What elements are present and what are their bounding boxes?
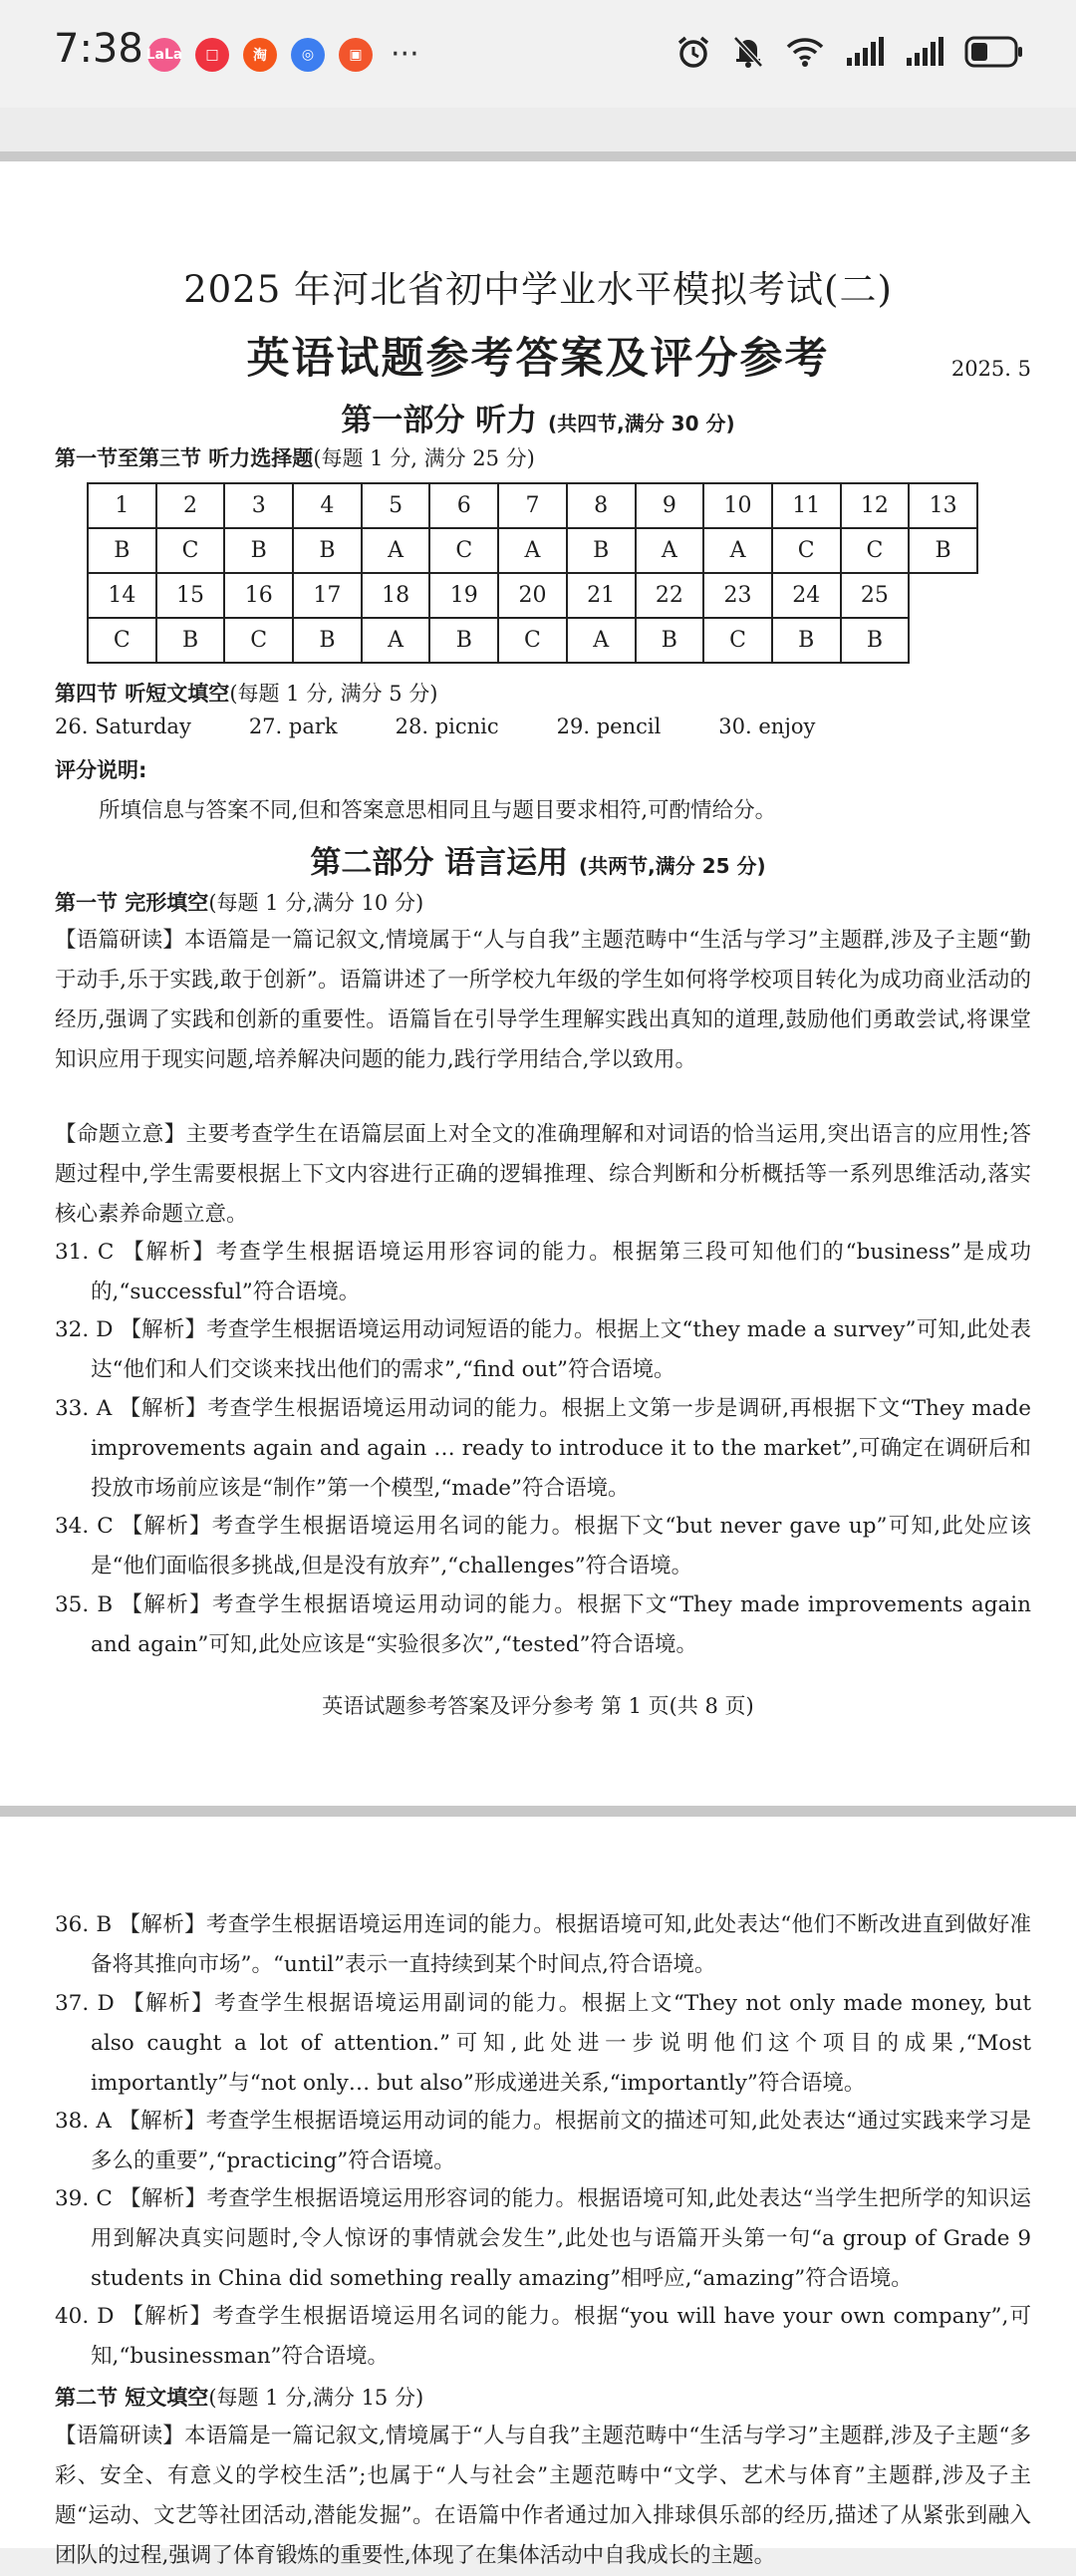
answer-val: B (567, 528, 636, 573)
answer-num: 15 (156, 573, 225, 618)
signal-icon-2 (905, 36, 944, 68)
answer-val: B (636, 618, 704, 663)
answer-num: 14 (88, 573, 156, 618)
section1-heading (55, 442, 535, 472)
answer-val: C (156, 528, 225, 573)
answer-val: C (841, 528, 910, 573)
signal-icon-1 (845, 36, 885, 68)
section1-note: (每题 1 分, 满分 25 分) (313, 446, 535, 470)
answer-num: 20 (498, 573, 567, 618)
answer-num: 18 (362, 573, 430, 618)
answer-38: 38. A 【解析】考查学生根据语境运用动词的能力。根据前文的描述可知,此处表达“通过实践来学习是多么的重要”,“practicing”符合语境。 (55, 2109, 1031, 2173)
red-book-app-icon: □ (195, 38, 229, 72)
answer-num: 2 (156, 483, 225, 528)
exam-date: 2025. 5 (950, 357, 1031, 381)
answer-num: 16 (224, 573, 293, 618)
scoring-label: 评分说明: (55, 758, 147, 782)
answer-number-row (88, 483, 977, 528)
system-icons (675, 34, 1024, 70)
answer-num: 8 (567, 483, 636, 528)
cloze-label: 第一节 完形填空 (55, 891, 209, 915)
answer-35: 35. B 【解析】考查学生根据语境运用动词的能力。根据下文“They made improvements again and again”可知,此处应该是“实验很多次”,“tested”符合语境。 (55, 1592, 1031, 1657)
section4-label: 第四节 听短文填空 (55, 682, 230, 706)
answer-val: B (156, 618, 225, 663)
answer-num: 23 (703, 573, 772, 618)
section2-heading (55, 2382, 423, 2412)
answer-num: 7 (498, 483, 567, 528)
answer-val: C (88, 618, 156, 663)
part2-title (0, 837, 1076, 882)
page-separator (0, 1806, 1076, 1817)
answer-num: 11 (772, 483, 841, 528)
wifi-icon (785, 35, 825, 69)
answer-val: B (772, 618, 841, 663)
answer-val: C (429, 528, 498, 573)
exam-title: 2025 年河北省初中学业水平模拟考试(二) (183, 268, 893, 311)
part1-subheading: (共四节,满分 30 分) (547, 412, 735, 435)
answer-val: A (362, 618, 430, 663)
part1-title (0, 395, 1076, 439)
battery-icon (964, 35, 1024, 69)
cloze-note: (每题 1 分,满分 10 分) (208, 891, 424, 915)
document-page-2 (0, 1817, 1076, 2568)
fill-answer: 28. picnic (395, 715, 499, 738)
gift-app-icon: ▣ (339, 38, 373, 72)
answer-num: 21 (567, 573, 636, 618)
part2-heading: 第二部分 语言运用 (310, 845, 569, 881)
answer-num: 12 (841, 483, 910, 528)
document-page-1 (0, 161, 1076, 1806)
answer-num: 1 (88, 483, 156, 528)
answer-val: A (498, 528, 567, 573)
answer-num: 19 (429, 573, 498, 618)
answer-num: 6 (429, 483, 498, 528)
answer-34: 34. C 【解析】考查学生根据语境运用名词的能力。根据下文“but never gave up”可知,此处应该是“他们面临很多挑战,但是没有放弃”,“challenges”符合语境。 (55, 1514, 1031, 1578)
listening-answer-table (87, 482, 978, 664)
answer-value-row (88, 618, 977, 663)
answer-39: 39. C 【解析】考查学生根据语境运用形容词的能力。根据语境可知,此处表达“当学生把所学的知识运用到解决真实问题时,令人惊讶的事情就会发生”,此处也与语篇开头第一句“a group of Grade 9 students in China did something really amazing”相呼应,“amazing”符合语境。 (55, 2186, 1031, 2291)
answer-40: 40. D 【解析】考查学生根据语境运用名词的能力。根据“you will have your own company”,可知,“businessman”符合语境。 (55, 2304, 1031, 2369)
answer-num: 5 (362, 483, 430, 528)
fill-answer: 29. pencil (556, 715, 662, 738)
more-icon: ··· (391, 37, 419, 72)
cloze-heading (55, 887, 423, 917)
answer-num: 10 (703, 483, 772, 528)
answer-num: 22 (636, 573, 704, 618)
mute-icon (731, 34, 765, 70)
answer-val: C (224, 618, 293, 663)
answer-val: B (88, 528, 156, 573)
answer-33: 33. A 【解析】考查学生根据语境运用动词的能力。根据上文第一步是调研,再根据下文“They made improvements again and again … ready to introduce it to the market”,可确定在调研后和投放市场前应该是“制作”第一个模型,“made”符合语境。 (55, 1396, 1031, 1501)
section4-note: (每题 1 分, 满分 5 分) (229, 682, 438, 706)
alarm-icon (675, 34, 711, 70)
answer-num: 9 (636, 483, 704, 528)
page-footer: 英语试题参考答案及评分参考 第 1 页(共 8 页) (322, 1694, 754, 1718)
answer-val: A (703, 528, 772, 573)
answer-num: 4 (293, 483, 362, 528)
answer-num: 25 (841, 573, 910, 618)
fill-answer: 27. park (248, 715, 338, 738)
answer-val: B (841, 618, 910, 663)
answer-val: C (703, 618, 772, 663)
fill-answer: 26. Saturday (55, 715, 191, 738)
answer-num: 17 (293, 573, 362, 618)
status-bar (0, 0, 1076, 108)
part2-subheading: (共两节,满分 25 分) (578, 854, 766, 878)
answer-val: C (498, 618, 567, 663)
notification-icons (147, 38, 419, 72)
text-analysis-2: 【语篇研读】本语篇是一篇记叙文,情境属于“人与自我”主题范畴中“生活与学习”主题群,涉及子主题“多彩、安全、有意义的学校生活”;也属于“人与社会”主题范畴中“文学、艺术与体育”主题群,涉及子主题“运动、文艺等社团活动,潜能发掘”。在语篇中作者通过加入排球俱乐部的经历,描述了从紧张到融入团队的过程,强调了体育锻炼的重要性,体现了在集体活动中自我成长的主题。 (55, 2424, 1031, 2568)
section2-label: 第二节 短文填空 (55, 2386, 209, 2410)
answer-num: 3 (224, 483, 293, 528)
taobao-app-icon: 淘 (243, 38, 277, 72)
answer-val: A (362, 528, 430, 573)
answer-val: C (772, 528, 841, 573)
answer-num: 13 (909, 483, 977, 528)
answer-32: 32. D 【解析】考查学生根据语境运用动词短语的能力。根据上文“they made a survey”可知,此处表达“他们和人们交谈来找出他们的需求”,“find out”符合语境。 (55, 1317, 1031, 1382)
answer-val: A (567, 618, 636, 663)
section2-note: (每题 1 分,满分 15 分) (208, 2386, 424, 2410)
answer-val: A (636, 528, 704, 573)
clock: 7:38 (54, 26, 143, 72)
part1-heading: 第一部分 听力 (341, 403, 538, 438)
answer-key-title: 英语试题参考答案及评分参考 (246, 334, 830, 384)
section4-heading (55, 678, 437, 708)
answer-val: B (224, 528, 293, 573)
text-analysis: 【语篇研读】本语篇是一篇记叙文,情境属于“人与自我”主题范畴中“生活与学习”主题群,涉及子主题“勤于动手,乐于实践,敢于创新”。语篇讲述了一所学校九年级的学生如何将学校项目转化为成功商业活动的经历,强调了实践和创新的重要性。语篇旨在引导学生理解实践出真知的道理,鼓励他们勇敢尝试,将课堂知识应用于现实问题,培养解决问题的能力,践行学用结合,学以致用。 (55, 928, 1031, 1072)
answer-val: B (429, 618, 498, 663)
answer-val: B (293, 618, 362, 663)
fill-answers (55, 715, 873, 738)
section1-label: 第一节至第三节 听力选择题 (55, 446, 314, 470)
lala-app-icon: LaLa (147, 38, 181, 72)
answer-val: B (909, 528, 977, 573)
answer-31: 31. C 【解析】考查学生根据语境运用形容词的能力。根据第三段可知他们的“business”是成功的,“successful”符合语境。 (55, 1240, 1031, 1304)
answer-number-row (88, 573, 977, 618)
answer-num: 24 (772, 573, 841, 618)
answer-val: B (293, 528, 362, 573)
answer-36: 36. B 【解析】考查学生根据语境运用连词的能力。根据语境可知,此处表达“他们不断改进直到做好准备将其推向市场”。“until”表示一直持续到某个时间点,符合语境。 (55, 1912, 1031, 1977)
browser-app-icon: ◎ (291, 38, 325, 72)
answer-value-row (88, 528, 977, 573)
design-intent: 【命题立意】主要考查学生在语篇层面上对全文的准确理解和对词语的恰当运用,突出语言的应用性;答题过程中,学生需要根据上下文内容进行正确的逻辑推理、综合判断和分析概括等一系列思维活动,落实核心素养命题立意。 (55, 1122, 1031, 1227)
fill-answer: 30. enjoy (718, 715, 816, 738)
answer-37: 37. D 【解析】考查学生根据语境运用副词的能力。根据上文“They not only made money, but also caught a lot of attention.”可知,此处进一步说明他们这个项目的成果,“Most importantly”与“not only… but also”形成递进关系,“importantly”符合语境。 (55, 1991, 1031, 2096)
scoring-text: 所填信息与答案不同,但和答案意思相同且与题目要求相符,可酌情给分。 (99, 798, 777, 823)
